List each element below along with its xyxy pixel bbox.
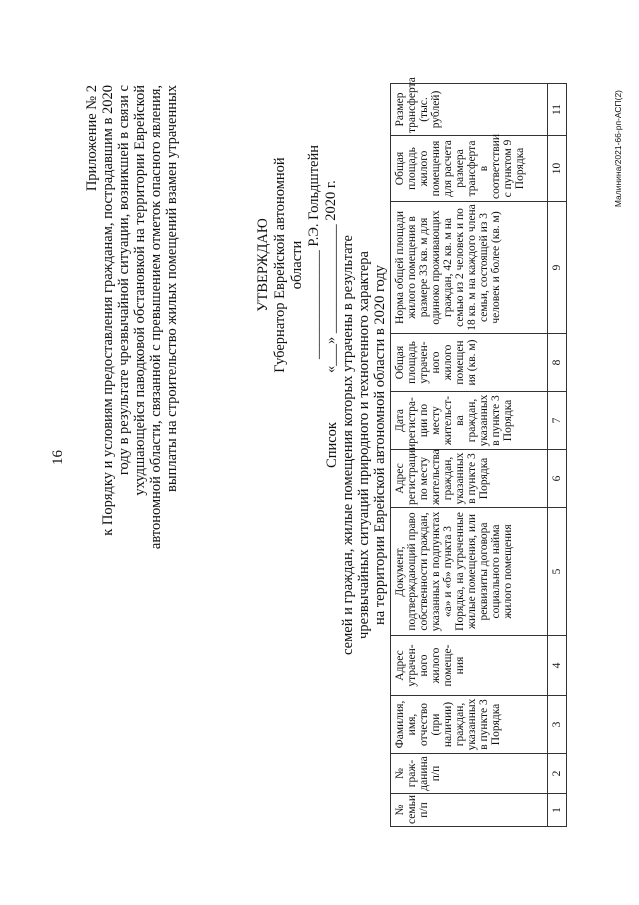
column-number-cell: 6 bbox=[548, 450, 567, 508]
table-header-row bbox=[391, 84, 548, 827]
appendix-heading: Приложение № 2 bbox=[84, 85, 100, 192]
approval-title: УТВЕРЖДАЮ bbox=[255, 218, 271, 312]
column-number-cell: 5 bbox=[548, 508, 567, 636]
approval-date: «___» _______________ 2020 г. bbox=[323, 180, 339, 373]
approval-signer: _______________ Р.Э. Гольдштейн bbox=[306, 145, 322, 359]
page-number: 16 bbox=[50, 450, 66, 465]
header-cell: Норма общей площади жилого помещения в размере 33 кв. м для одиноко проживающих граждан, 42 кв. м на семью из 2 человек и по 18 кв. м на каждого члена семьи, состоящей из 3 человек и более (кв. м) bbox=[391, 202, 548, 334]
header-cell: Фамилия, имя, отчество (при наличии) граждан, указанных в пункте 3 Порядка bbox=[391, 696, 548, 754]
header-cell: Документ, подтверждающий право собственности граждан, указанных в подпунктах «а» и «б» пункта 3 Порядка, на утраченные жилые помещения, или реквизиты договора социального найма жилого помещения bbox=[391, 508, 548, 636]
appendix-text: к Порядку и условиям предоставления гражданам, пострадавшим в 2020 году в результате чрезвычайной ситуации, возникшей в связи с ухудшающейся паводковой обстановкой на территории Еврейской автономной области, связанной с превышением отметок опасного явления, выплаты на строительство жилых помещений взамен утраченных bbox=[100, 85, 180, 550]
column-number-cell: 2 bbox=[548, 754, 567, 794]
header-cell: № граж-данина п/п bbox=[391, 754, 548, 794]
header-cell: Общая площадь жилого помещения для расчета размера трансферта в соответствии с пунктом 9 Порядка bbox=[391, 136, 548, 202]
column-number-cell: 1 bbox=[548, 794, 567, 827]
list-title-line: семей и граждан, жилые помещения которых утрачены в результате bbox=[340, 235, 356, 655]
table-number-row bbox=[548, 84, 567, 827]
header-cell: Дата регистра-ции по месту жительст-ва граждан, указанных в пункте 3 Порядка bbox=[391, 392, 548, 450]
header-cell: № семьи п/п bbox=[391, 794, 548, 827]
column-number-cell: 8 bbox=[548, 334, 567, 392]
column-number-cell: 7 bbox=[548, 392, 567, 450]
header-cell: Адрес утрачен-ного жилого помеще-ния bbox=[391, 636, 548, 696]
appendix-block bbox=[84, 85, 180, 560]
column-number-cell: 11 bbox=[548, 84, 567, 136]
families-table bbox=[390, 77, 567, 827]
column-number-cell: 10 bbox=[548, 136, 567, 202]
list-title-line: Список bbox=[324, 422, 340, 468]
list-title-line: на территории Еврейской автономной области в 2020 году bbox=[372, 264, 388, 626]
header-cell: Адрес регистрации по месту жительства граждан, указанных в пункте 3 Порядка bbox=[391, 450, 548, 508]
list-title bbox=[324, 185, 388, 705]
list-title-line: чрезвычайных ситуаций природного и техногенного характера bbox=[356, 251, 372, 639]
column-number-cell: 9 bbox=[548, 202, 567, 334]
header-cell: Размер трансферта (тыс. рублей) bbox=[391, 84, 548, 136]
header-cell: Общая площадь утрачен-ного жилого помещен ия (кв. м) bbox=[391, 334, 548, 392]
footer-reference: Малинина/2021-66-рп-АСП(2) bbox=[613, 90, 623, 208]
column-number-cell: 4 bbox=[548, 636, 567, 696]
approval-position: Губернатор Еврейской автономной области bbox=[272, 157, 305, 373]
column-number-cell: 3 bbox=[548, 696, 567, 754]
